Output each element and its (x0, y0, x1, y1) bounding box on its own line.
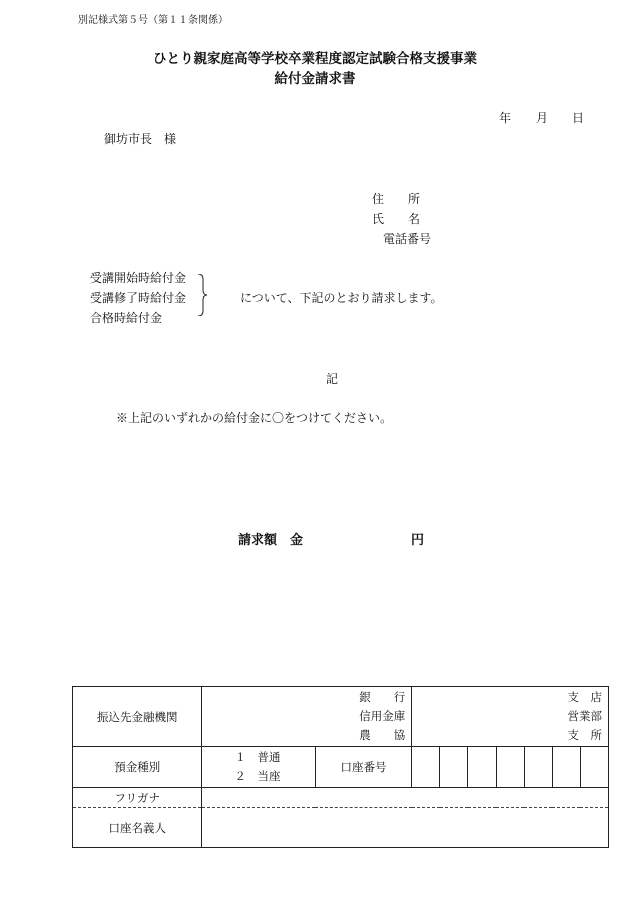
account-holder-label: 口座名義人 (73, 808, 202, 848)
benefit-option-completion: 受講修了時給付金 (90, 291, 187, 305)
applicant-address-label: 住 所 (372, 192, 421, 206)
amount-label: 請求額 金 (238, 533, 304, 548)
account-digit-1[interactable] (412, 747, 440, 788)
furigana-label: フリガナ (73, 788, 202, 808)
amount-unit: 円 (411, 533, 425, 548)
account-digit-6[interactable] (552, 747, 580, 788)
furigana-field[interactable] (202, 788, 609, 808)
benefit-option-start: 受講開始時給付金 (90, 271, 187, 285)
bank-transfer-table (72, 686, 609, 848)
document-title: ひとり親家庭高等学校卒業程度認定試験合格支援事業 (153, 51, 477, 67)
bank-type-bank: 銀 行 (359, 690, 406, 704)
account-number-label: 口座番号 (315, 747, 411, 788)
form-number: 別記様式第５号（第１１条関係） (78, 15, 228, 26)
applicant-name-label: 氏 名 (372, 212, 421, 226)
addressee: 御坊市長 様 (104, 132, 177, 146)
institution-label: 振込先金融機関 (73, 687, 202, 747)
document-subtitle: 給付金請求書 (274, 71, 356, 87)
deposit-type-label: 預金種別 (73, 747, 202, 788)
date-month: 月 (536, 111, 549, 125)
bank-name-field[interactable] (202, 687, 412, 747)
deposit-option-ordinary: １ 普通 (234, 750, 281, 764)
branch-type-sales: 営業部 (567, 709, 602, 723)
branch-name-field[interactable] (412, 687, 609, 747)
account-digit-2[interactable] (440, 747, 468, 788)
account-digit-7[interactable] (580, 747, 608, 788)
instruction-note: ※上記のいずれかの給付金に〇をつけてください。 (116, 411, 393, 425)
branch-type-branch: 支 店 (567, 690, 602, 704)
date-day: 日 (572, 111, 585, 125)
ki-heading: 記 (326, 372, 339, 386)
benefit-option-pass: 合格時給付金 (90, 311, 163, 325)
deposit-type-options[interactable] (202, 747, 315, 788)
account-digit-3[interactable] (468, 747, 496, 788)
brace-icon (197, 274, 207, 316)
bank-type-shinkin: 信用金庫 (359, 709, 406, 723)
account-digit-4[interactable] (496, 747, 524, 788)
account-digit-5[interactable] (524, 747, 552, 788)
applicant-phone-label: 電話番号 (383, 232, 432, 246)
branch-type-office: 支 所 (567, 728, 602, 742)
account-holder-field[interactable] (202, 808, 609, 848)
request-text: について、下記のとおり請求します。 (240, 291, 443, 305)
date-year: 年 (499, 111, 512, 125)
deposit-option-current: ２ 当座 (234, 769, 281, 783)
bank-type-nokyo: 農 協 (359, 728, 406, 742)
